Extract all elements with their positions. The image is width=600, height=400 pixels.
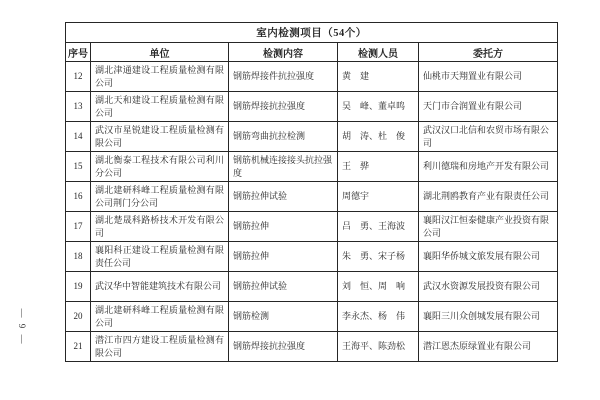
cell-client: 襄阳汉江恒泰健康产业投资有限公司 — [419, 212, 558, 242]
cell-test-content: 钢筋拉伸试验 — [229, 182, 338, 212]
table-row — [66, 242, 558, 272]
cell-client: 潜江恩杰原绿置业有限公司 — [419, 332, 558, 362]
cell-client: 湖北荆鸥教育产业有限责任公司 — [419, 182, 558, 212]
cell-serial-number: 14 — [66, 122, 91, 152]
cell-personnel: 周德宇 — [338, 182, 419, 212]
cell-test-content: 钢筋焊接件抗拉强度 — [229, 62, 338, 92]
cell-serial-number: 18 — [66, 242, 91, 272]
table-row — [66, 212, 558, 242]
cell-personnel: 朱 勇、宋子杨 — [338, 242, 419, 272]
cell-test-content: 钢筋拉伸试验 — [229, 272, 338, 302]
cell-serial-number: 13 — [66, 92, 91, 122]
table-row — [66, 332, 558, 362]
cell-unit: 湖北楚晟科路桥技术开发有限公司 — [91, 212, 229, 242]
cell-serial-number: 12 — [66, 62, 91, 92]
col-header-personnel: 检测人员 — [338, 43, 419, 62]
cell-unit: 湖北建研科峰工程质量检测有限公司 — [91, 302, 229, 332]
cell-personnel: 吴 峰、董卓鸣 — [338, 92, 419, 122]
cell-unit: 潜江市四方建设工程质量检测有限公司 — [91, 332, 229, 362]
table-row — [66, 122, 558, 152]
cell-unit: 湖北衡泰工程技术有限公司利川分公司 — [91, 152, 229, 182]
cell-test-content: 钢筋检测 — [229, 302, 338, 332]
cell-test-content: 钢筋焊接抗拉强度 — [229, 92, 338, 122]
cell-test-content: 钢筋机械连接接头抗拉强度 — [229, 152, 338, 182]
cell-client: 仙桃市天翔置业有限公司 — [419, 62, 558, 92]
cell-test-content: 钢筋拉伸 — [229, 242, 338, 272]
table-title: 室内检测项目（54个） — [66, 23, 558, 43]
table-header-row — [66, 43, 558, 62]
cell-unit: 湖北建研科峰工程质量检测有限公司荆门分公司 — [91, 182, 229, 212]
cell-test-content: 钢筋拉伸 — [229, 212, 338, 242]
cell-unit: 武汉华中智能建筑技术有限公司 — [91, 272, 229, 302]
cell-personnel: 王 骅 — [338, 152, 419, 182]
table-row — [66, 272, 558, 302]
cell-serial-number: 17 — [66, 212, 91, 242]
cell-client: 天门市合润置业有限公司 — [419, 92, 558, 122]
cell-serial-number: 16 — [66, 182, 91, 212]
col-header-no: 序号 — [66, 43, 91, 62]
cell-personnel: 刘 恒、周 响 — [338, 272, 419, 302]
cell-personnel: 胡 涛、杜 俊 — [338, 122, 419, 152]
cell-personnel: 黄 建 — [338, 62, 419, 92]
cell-client: 襄阳华侨城文旅发展有限公司 — [419, 242, 558, 272]
cell-client: 武汉汉口北信和农贸市场有限公司 — [419, 122, 558, 152]
cell-unit: 湖北津通建设工程质量检测有限公司 — [91, 62, 229, 92]
cell-unit: 襄阳科正建设工程质量检测有限责任公司 — [91, 242, 229, 272]
cell-unit: 武汉市星锐建设工程质量检测有限公司 — [91, 122, 229, 152]
cell-personnel: 吕 勇、王海波 — [338, 212, 419, 242]
table-row — [66, 62, 558, 92]
cell-client: 襄阳三川众创城发展有限公司 — [419, 302, 558, 332]
cell-test-content: 钢筋焊接抗拉强度 — [229, 332, 338, 362]
inspection-table — [65, 22, 558, 362]
cell-serial-number: 20 — [66, 302, 91, 332]
cell-test-content: 钢筋弯曲抗拉检测 — [229, 122, 338, 152]
col-header-content: 检测内容 — [229, 43, 338, 62]
cell-personnel: 李永杰、杨 伟 — [338, 302, 419, 332]
cell-serial-number: 19 — [66, 272, 91, 302]
table-row — [66, 182, 558, 212]
page-number: — 9 — — [17, 308, 27, 346]
cell-serial-number: 15 — [66, 152, 91, 182]
table-row — [66, 152, 558, 182]
cell-serial-number: 21 — [66, 332, 91, 362]
cell-personnel: 王海平、陈劲松 — [338, 332, 419, 362]
table-row — [66, 92, 558, 122]
table-row — [66, 302, 558, 332]
cell-client: 武汉水资源发展投资有限公司 — [419, 272, 558, 302]
cell-client: 利川德瑞和房地产开发有限公司 — [419, 152, 558, 182]
col-header-client: 委托方 — [419, 43, 558, 62]
table-title-row — [66, 23, 558, 43]
col-header-unit: 单位 — [91, 43, 229, 62]
cell-unit: 湖北天和建设工程质量检测有限公司 — [91, 92, 229, 122]
